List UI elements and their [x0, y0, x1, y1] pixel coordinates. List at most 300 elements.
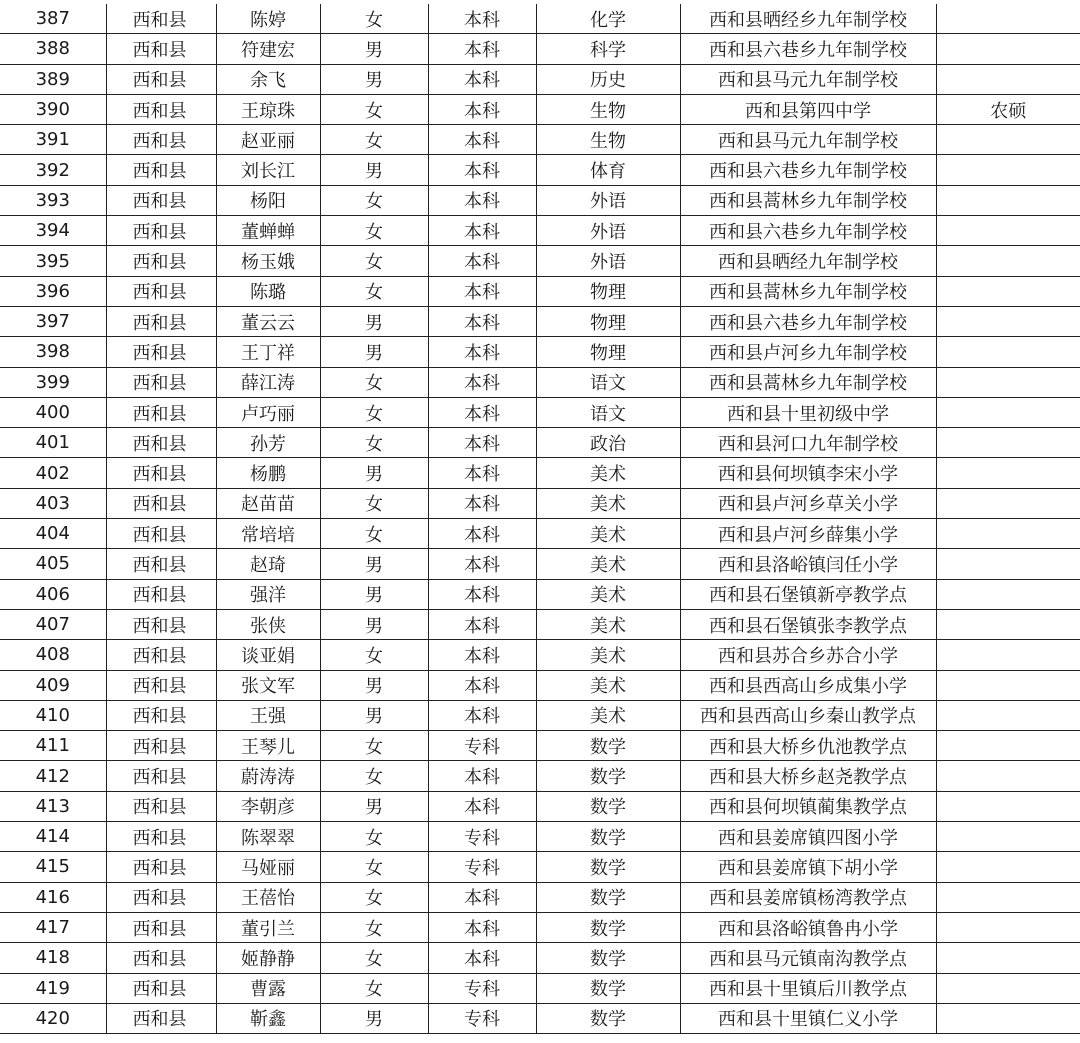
- table-row: [0, 731, 1080, 761]
- table-row: [0, 852, 1080, 882]
- table-row: [0, 94, 1080, 124]
- row-number: 394: [0, 216, 106, 246]
- table-row: [0, 973, 1080, 1003]
- education-cell: 本科: [428, 276, 536, 306]
- education-cell: 专科: [428, 822, 536, 852]
- gender-cell: 女: [320, 276, 428, 306]
- subject-cell: 数学: [536, 912, 680, 942]
- subject-cell: 美术: [536, 579, 680, 609]
- subject-cell: 体育: [536, 155, 680, 185]
- name-cell: 赵亚丽: [216, 125, 320, 155]
- education-cell: 本科: [428, 609, 536, 639]
- county-cell: 西和县: [106, 367, 216, 397]
- school-cell: 西和县苏合乡苏合小学: [680, 640, 936, 670]
- county-cell: 西和县: [106, 155, 216, 185]
- note-cell: [936, 640, 1080, 670]
- school-cell: 西和县河口九年制学校: [680, 428, 936, 458]
- row-number: 410: [0, 700, 106, 730]
- note-cell: [936, 488, 1080, 518]
- table-row: [0, 579, 1080, 609]
- school-cell: 西和县姜席镇四图小学: [680, 822, 936, 852]
- table-row: [0, 155, 1080, 185]
- note-cell: [936, 4, 1080, 34]
- note-cell: [936, 1003, 1080, 1033]
- education-cell: 本科: [428, 519, 536, 549]
- note-cell: [936, 306, 1080, 336]
- subject-cell: 生物: [536, 94, 680, 124]
- table-row: [0, 185, 1080, 215]
- note-cell: [936, 428, 1080, 458]
- table-row: [0, 34, 1080, 64]
- gender-cell: 男: [320, 791, 428, 821]
- subject-cell: 外语: [536, 246, 680, 276]
- school-cell: 西和县马元九年制学校: [680, 125, 936, 155]
- gender-cell: 男: [320, 579, 428, 609]
- note-cell: [936, 973, 1080, 1003]
- name-cell: 余飞: [216, 64, 320, 94]
- name-cell: 姬静静: [216, 943, 320, 973]
- name-cell: 符建宏: [216, 34, 320, 64]
- school-cell: 西和县晒经乡九年制学校: [680, 4, 936, 34]
- row-number: 416: [0, 882, 106, 912]
- school-cell: 西和县卢河乡薛集小学: [680, 519, 936, 549]
- county-cell: 西和县: [106, 216, 216, 246]
- gender-cell: 男: [320, 670, 428, 700]
- gender-cell: 女: [320, 761, 428, 791]
- education-cell: 本科: [428, 246, 536, 276]
- gender-cell: 女: [320, 185, 428, 215]
- school-cell: 西和县何坝镇李宋小学: [680, 458, 936, 488]
- gender-cell: 女: [320, 912, 428, 942]
- county-cell: 西和县: [106, 488, 216, 518]
- gender-cell: 男: [320, 306, 428, 336]
- table-row: [0, 791, 1080, 821]
- name-cell: 卢巧丽: [216, 397, 320, 427]
- education-cell: 本科: [428, 306, 536, 336]
- county-cell: 西和县: [106, 125, 216, 155]
- county-cell: 西和县: [106, 670, 216, 700]
- row-number: 407: [0, 609, 106, 639]
- gender-cell: 女: [320, 519, 428, 549]
- subject-cell: 美术: [536, 609, 680, 639]
- table-row: [0, 367, 1080, 397]
- name-cell: 陈翠翠: [216, 822, 320, 852]
- table-row: [0, 943, 1080, 973]
- county-cell: 西和县: [106, 246, 216, 276]
- education-cell: 本科: [428, 670, 536, 700]
- school-cell: 西和县六巷乡九年制学校: [680, 216, 936, 246]
- education-cell: 本科: [428, 579, 536, 609]
- row-number: 403: [0, 488, 106, 518]
- row-number: 417: [0, 912, 106, 942]
- gender-cell: 男: [320, 458, 428, 488]
- gender-cell: 女: [320, 428, 428, 458]
- education-cell: 本科: [428, 125, 536, 155]
- roster-body: [0, 4, 1080, 1034]
- name-cell: 刘长江: [216, 155, 320, 185]
- gender-cell: 男: [320, 34, 428, 64]
- subject-cell: 物理: [536, 306, 680, 336]
- row-number: 402: [0, 458, 106, 488]
- subject-cell: 语文: [536, 397, 680, 427]
- note-cell: [936, 822, 1080, 852]
- school-cell: 西和县晒经九年制学校: [680, 246, 936, 276]
- note-cell: [936, 852, 1080, 882]
- school-cell: 西和县石堡镇新亭教学点: [680, 579, 936, 609]
- school-cell: 西和县第四中学: [680, 94, 936, 124]
- teacher-roster-table: [0, 4, 1080, 1034]
- county-cell: 西和县: [106, 579, 216, 609]
- name-cell: 曹露: [216, 973, 320, 1003]
- name-cell: 蔚涛涛: [216, 761, 320, 791]
- gender-cell: 女: [320, 216, 428, 246]
- table-row: [0, 912, 1080, 942]
- subject-cell: 物理: [536, 276, 680, 306]
- row-number: 400: [0, 397, 106, 427]
- subject-cell: 美术: [536, 549, 680, 579]
- table-row: [0, 428, 1080, 458]
- row-number: 396: [0, 276, 106, 306]
- education-cell: 专科: [428, 973, 536, 1003]
- row-number: 413: [0, 791, 106, 821]
- row-number: 399: [0, 367, 106, 397]
- row-number: 392: [0, 155, 106, 185]
- table-row: [0, 549, 1080, 579]
- subject-cell: 生物: [536, 125, 680, 155]
- education-cell: 本科: [428, 397, 536, 427]
- gender-cell: 女: [320, 367, 428, 397]
- table-row: [0, 761, 1080, 791]
- note-cell: [936, 185, 1080, 215]
- school-cell: 西和县蒿林乡九年制学校: [680, 276, 936, 306]
- note-cell: [936, 882, 1080, 912]
- education-cell: 本科: [428, 700, 536, 730]
- county-cell: 西和县: [106, 397, 216, 427]
- education-cell: 本科: [428, 94, 536, 124]
- subject-cell: 政治: [536, 428, 680, 458]
- school-cell: 西和县姜席镇下胡小学: [680, 852, 936, 882]
- gender-cell: 女: [320, 973, 428, 1003]
- note-cell: [936, 64, 1080, 94]
- county-cell: 西和县: [106, 337, 216, 367]
- education-cell: 本科: [428, 488, 536, 518]
- name-cell: 孙芳: [216, 428, 320, 458]
- school-cell: 西和县十里初级中学: [680, 397, 936, 427]
- education-cell: 本科: [428, 549, 536, 579]
- note-cell: [936, 397, 1080, 427]
- name-cell: 王琴儿: [216, 731, 320, 761]
- county-cell: 西和县: [106, 943, 216, 973]
- school-cell: 西和县六巷乡九年制学校: [680, 155, 936, 185]
- education-cell: 本科: [428, 216, 536, 246]
- gender-cell: 男: [320, 64, 428, 94]
- table-row: [0, 519, 1080, 549]
- note-cell: [936, 609, 1080, 639]
- school-cell: 西和县何坝镇蔺集教学点: [680, 791, 936, 821]
- county-cell: 西和县: [106, 185, 216, 215]
- row-number: 415: [0, 852, 106, 882]
- school-cell: 西和县姜席镇杨湾教学点: [680, 882, 936, 912]
- education-cell: 本科: [428, 155, 536, 185]
- county-cell: 西和县: [106, 428, 216, 458]
- school-cell: 西和县洛峪镇鲁冉小学: [680, 912, 936, 942]
- subject-cell: 数学: [536, 822, 680, 852]
- row-number: 397: [0, 306, 106, 336]
- row-number: 388: [0, 34, 106, 64]
- gender-cell: 女: [320, 731, 428, 761]
- row-number: 390: [0, 94, 106, 124]
- table-row: [0, 882, 1080, 912]
- name-cell: 强洋: [216, 579, 320, 609]
- school-cell: 西和县卢河乡草关小学: [680, 488, 936, 518]
- table-row: [0, 822, 1080, 852]
- table-row: [0, 4, 1080, 34]
- county-cell: 西和县: [106, 306, 216, 336]
- county-cell: 西和县: [106, 94, 216, 124]
- subject-cell: 科学: [536, 34, 680, 64]
- row-number: 398: [0, 337, 106, 367]
- education-cell: 本科: [428, 428, 536, 458]
- row-number: 389: [0, 64, 106, 94]
- school-cell: 西和县西高山乡成集小学: [680, 670, 936, 700]
- subject-cell: 数学: [536, 973, 680, 1003]
- subject-cell: 美术: [536, 670, 680, 700]
- gender-cell: 女: [320, 822, 428, 852]
- table-row: [0, 700, 1080, 730]
- subject-cell: 美术: [536, 519, 680, 549]
- row-number: 406: [0, 579, 106, 609]
- education-cell: 本科: [428, 185, 536, 215]
- education-cell: 本科: [428, 912, 536, 942]
- note-cell: [936, 125, 1080, 155]
- note-cell: [936, 943, 1080, 973]
- education-cell: 本科: [428, 367, 536, 397]
- name-cell: 董蝉蝉: [216, 216, 320, 246]
- name-cell: 李朝彦: [216, 791, 320, 821]
- name-cell: 杨鹏: [216, 458, 320, 488]
- county-cell: 西和县: [106, 912, 216, 942]
- name-cell: 杨阳: [216, 185, 320, 215]
- gender-cell: 男: [320, 549, 428, 579]
- county-cell: 西和县: [106, 791, 216, 821]
- table-row: [0, 640, 1080, 670]
- row-number: 411: [0, 731, 106, 761]
- note-cell: [936, 912, 1080, 942]
- note-cell: [936, 579, 1080, 609]
- school-cell: 西和县十里镇仁义小学: [680, 1003, 936, 1033]
- table-row: [0, 276, 1080, 306]
- name-cell: 董云云: [216, 306, 320, 336]
- school-cell: 西和县西高山乡秦山教学点: [680, 700, 936, 730]
- education-cell: 本科: [428, 4, 536, 34]
- name-cell: 赵琦: [216, 549, 320, 579]
- subject-cell: 外语: [536, 216, 680, 246]
- note-cell: [936, 337, 1080, 367]
- education-cell: 本科: [428, 64, 536, 94]
- note-cell: [936, 34, 1080, 64]
- row-number: 408: [0, 640, 106, 670]
- county-cell: 西和县: [106, 822, 216, 852]
- name-cell: 陈璐: [216, 276, 320, 306]
- name-cell: 张文军: [216, 670, 320, 700]
- subject-cell: 物理: [536, 337, 680, 367]
- education-cell: 专科: [428, 731, 536, 761]
- note-cell: [936, 761, 1080, 791]
- row-number: 395: [0, 246, 106, 276]
- subject-cell: 美术: [536, 488, 680, 518]
- education-cell: 本科: [428, 791, 536, 821]
- subject-cell: 数学: [536, 791, 680, 821]
- gender-cell: 男: [320, 609, 428, 639]
- county-cell: 西和县: [106, 276, 216, 306]
- name-cell: 王强: [216, 700, 320, 730]
- table-row: [0, 246, 1080, 276]
- note-cell: 农硕: [936, 94, 1080, 124]
- name-cell: 陈婷: [216, 4, 320, 34]
- school-cell: 西和县马元镇南沟教学点: [680, 943, 936, 973]
- table-row: [0, 64, 1080, 94]
- table-row: [0, 1003, 1080, 1033]
- table-row: [0, 397, 1080, 427]
- county-cell: 西和县: [106, 64, 216, 94]
- row-number: 387: [0, 4, 106, 34]
- name-cell: 薛江涛: [216, 367, 320, 397]
- note-cell: [936, 700, 1080, 730]
- row-number: 420: [0, 1003, 106, 1033]
- gender-cell: 男: [320, 700, 428, 730]
- gender-cell: 男: [320, 337, 428, 367]
- county-cell: 西和县: [106, 34, 216, 64]
- county-cell: 西和县: [106, 549, 216, 579]
- subject-cell: 美术: [536, 640, 680, 670]
- note-cell: [936, 670, 1080, 700]
- subject-cell: 数学: [536, 761, 680, 791]
- table-row: [0, 458, 1080, 488]
- education-cell: 专科: [428, 1003, 536, 1033]
- name-cell: 马娅丽: [216, 852, 320, 882]
- subject-cell: 数学: [536, 1003, 680, 1033]
- school-cell: 西和县六巷乡九年制学校: [680, 306, 936, 336]
- gender-cell: 男: [320, 155, 428, 185]
- row-number: 401: [0, 428, 106, 458]
- county-cell: 西和县: [106, 700, 216, 730]
- education-cell: 本科: [428, 337, 536, 367]
- county-cell: 西和县: [106, 640, 216, 670]
- note-cell: [936, 155, 1080, 185]
- row-number: 412: [0, 761, 106, 791]
- school-cell: 西和县马元九年制学校: [680, 64, 936, 94]
- school-cell: 西和县大桥乡仇池教学点: [680, 731, 936, 761]
- school-cell: 西和县大桥乡赵尧教学点: [680, 761, 936, 791]
- gender-cell: 女: [320, 852, 428, 882]
- county-cell: 西和县: [106, 4, 216, 34]
- subject-cell: 美术: [536, 458, 680, 488]
- subject-cell: 历史: [536, 64, 680, 94]
- gender-cell: 女: [320, 125, 428, 155]
- note-cell: [936, 216, 1080, 246]
- county-cell: 西和县: [106, 973, 216, 1003]
- note-cell: [936, 519, 1080, 549]
- row-number: 414: [0, 822, 106, 852]
- name-cell: 谈亚娟: [216, 640, 320, 670]
- education-cell: 本科: [428, 640, 536, 670]
- county-cell: 西和县: [106, 852, 216, 882]
- school-cell: 西和县洛峪镇闫任小学: [680, 549, 936, 579]
- education-cell: 本科: [428, 458, 536, 488]
- gender-cell: 女: [320, 246, 428, 276]
- table-row: [0, 670, 1080, 700]
- row-number: 409: [0, 670, 106, 700]
- row-number: 404: [0, 519, 106, 549]
- name-cell: 董引兰: [216, 912, 320, 942]
- education-cell: 本科: [428, 882, 536, 912]
- county-cell: 西和县: [106, 1003, 216, 1033]
- education-cell: 专科: [428, 852, 536, 882]
- subject-cell: 美术: [536, 700, 680, 730]
- education-cell: 本科: [428, 943, 536, 973]
- table-row: [0, 306, 1080, 336]
- table-row: [0, 216, 1080, 246]
- name-cell: 杨玉娥: [216, 246, 320, 276]
- row-number: 405: [0, 549, 106, 579]
- subject-cell: 数学: [536, 882, 680, 912]
- gender-cell: 男: [320, 1003, 428, 1033]
- subject-cell: 化学: [536, 4, 680, 34]
- table-row: [0, 488, 1080, 518]
- row-number: 393: [0, 185, 106, 215]
- county-cell: 西和县: [106, 882, 216, 912]
- note-cell: [936, 367, 1080, 397]
- school-cell: 西和县蒿林乡九年制学校: [680, 367, 936, 397]
- note-cell: [936, 549, 1080, 579]
- school-cell: 西和县十里镇后川教学点: [680, 973, 936, 1003]
- school-cell: 西和县六巷乡九年制学校: [680, 34, 936, 64]
- name-cell: 王琼珠: [216, 94, 320, 124]
- county-cell: 西和县: [106, 458, 216, 488]
- county-cell: 西和县: [106, 731, 216, 761]
- note-cell: [936, 791, 1080, 821]
- subject-cell: 数学: [536, 852, 680, 882]
- name-cell: 常培培: [216, 519, 320, 549]
- note-cell: [936, 276, 1080, 306]
- school-cell: 西和县卢河乡九年制学校: [680, 337, 936, 367]
- education-cell: 本科: [428, 34, 536, 64]
- subject-cell: 数学: [536, 943, 680, 973]
- name-cell: 王蓓怡: [216, 882, 320, 912]
- note-cell: [936, 731, 1080, 761]
- education-cell: 本科: [428, 761, 536, 791]
- gender-cell: 女: [320, 640, 428, 670]
- name-cell: 张侠: [216, 609, 320, 639]
- county-cell: 西和县: [106, 609, 216, 639]
- gender-cell: 女: [320, 94, 428, 124]
- subject-cell: 外语: [536, 185, 680, 215]
- subject-cell: 语文: [536, 367, 680, 397]
- name-cell: 靳鑫: [216, 1003, 320, 1033]
- school-cell: 西和县石堡镇张李教学点: [680, 609, 936, 639]
- row-number: 419: [0, 973, 106, 1003]
- school-cell: 西和县蒿林乡九年制学校: [680, 185, 936, 215]
- name-cell: 王丁祥: [216, 337, 320, 367]
- gender-cell: 女: [320, 488, 428, 518]
- gender-cell: 女: [320, 397, 428, 427]
- gender-cell: 女: [320, 943, 428, 973]
- note-cell: [936, 246, 1080, 276]
- table-row: [0, 125, 1080, 155]
- table-row: [0, 337, 1080, 367]
- table-row: [0, 609, 1080, 639]
- row-number: 418: [0, 943, 106, 973]
